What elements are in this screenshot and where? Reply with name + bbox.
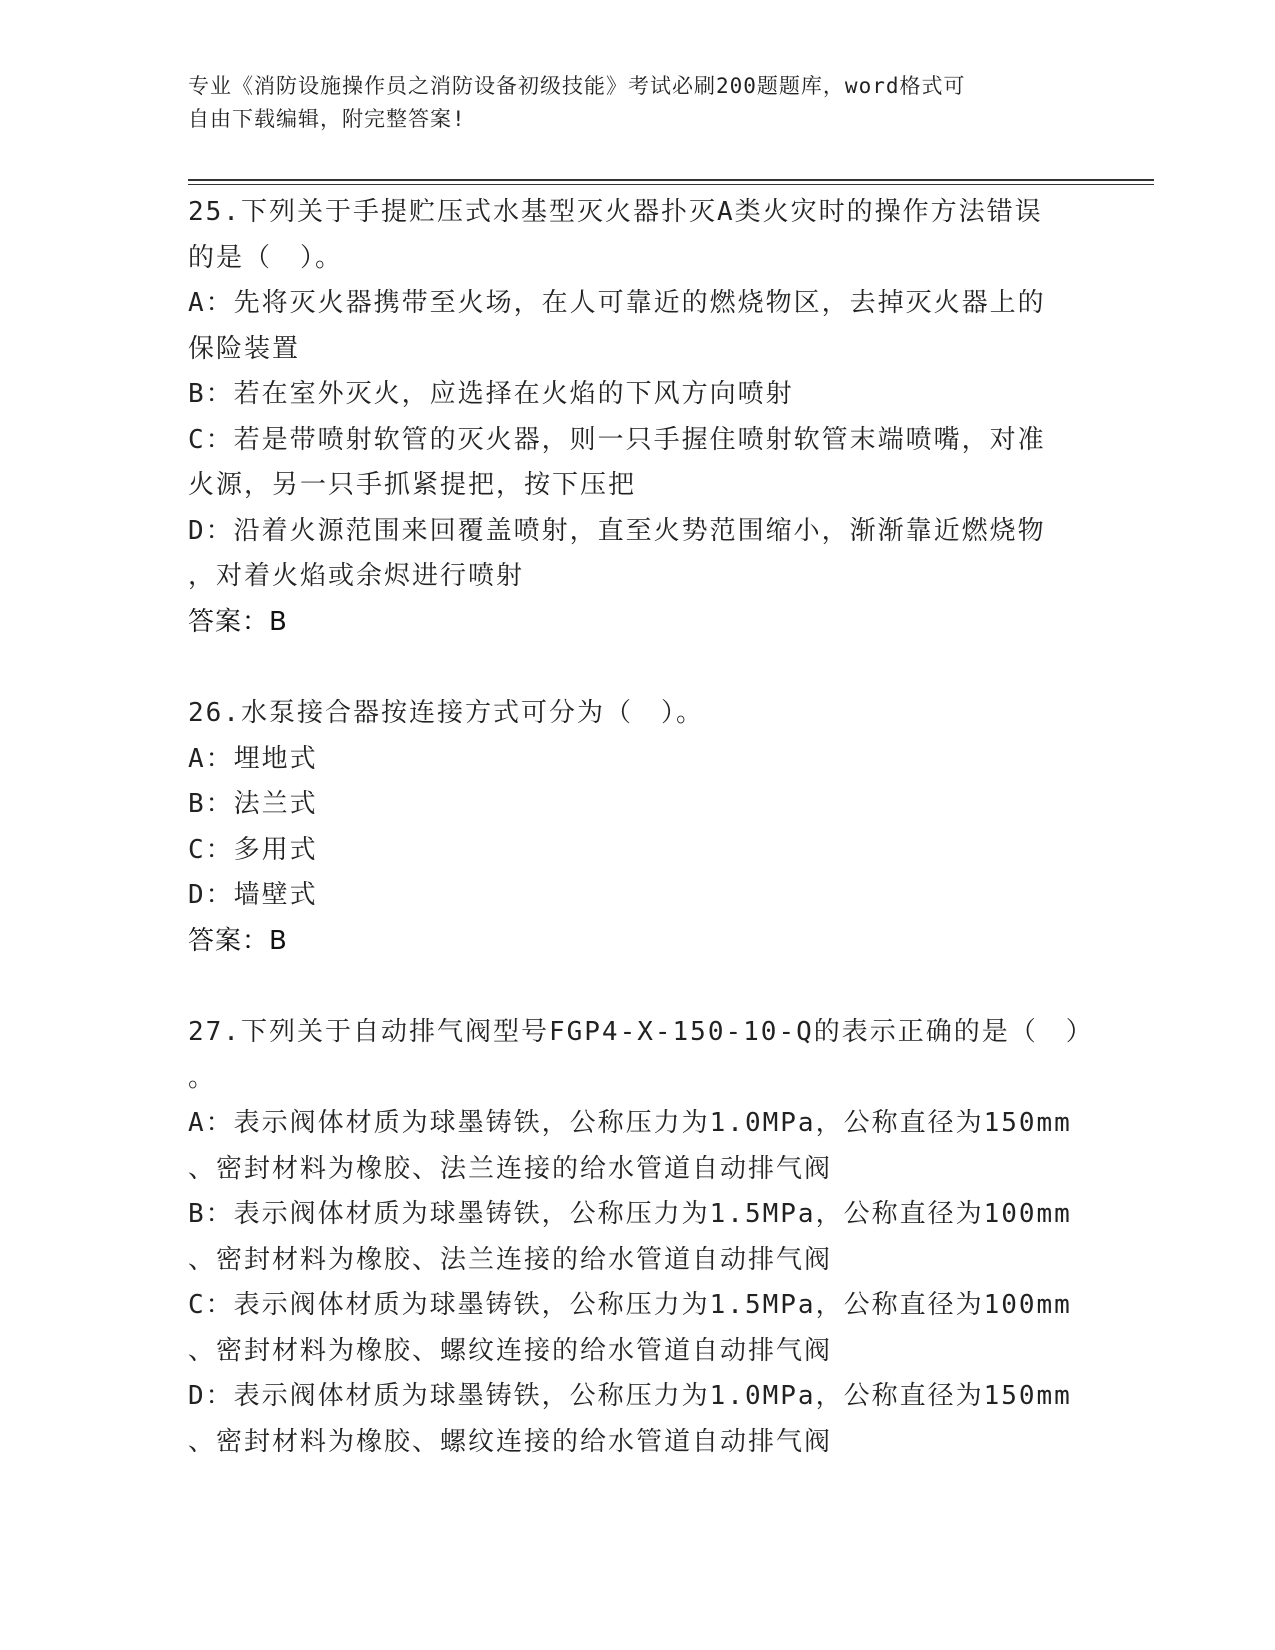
option-line: B：表示阀体材质为球墨铸铁，公称压力为1.5MPa，公称直径为100mm <box>188 1199 1072 1229</box>
option-line: A：表示阀体材质为球墨铸铁，公称压力为1.0MPa，公称直径为150mm <box>188 1108 1072 1138</box>
question-line: 的是（ ）。 <box>188 242 344 273</box>
answer-line: 答案：B <box>188 925 288 956</box>
header-line: 专业《消防设施操作员之消防设备初级技能》考试必刷200题题库，word格式可 <box>188 74 966 98</box>
header-divider-thin <box>188 184 1154 185</box>
option-line: B：法兰式 <box>188 789 318 819</box>
question-line: 27.下列关于自动排气阀型号FGP4-X-150-10-Q的表示正确的是（ ） <box>188 1017 1094 1047</box>
option-line: B：若在室外灭火，应选择在火焰的下风方向喷射 <box>188 379 794 409</box>
question-list <box>188 190 1094 1511</box>
option-line: 、密封材料为橡胶、螺纹连接的给水管道自动排气阀 <box>188 1335 833 1366</box>
option-line: A：埋地式 <box>188 743 318 774</box>
header-divider-thick <box>188 179 1154 181</box>
answer-line: 答案：B <box>188 606 288 637</box>
option-line: C：多用式 <box>188 834 318 865</box>
option-line: C：若是带喷射软管的灭火器，则一只手握住喷射软管末端喷嘴，对准 <box>188 424 1046 455</box>
question-block <box>188 1010 1094 1465</box>
option-line: 、密封材料为橡胶、法兰连接的给水管道自动排气阀 <box>188 1244 833 1275</box>
document-header <box>188 70 1068 136</box>
option-line: D：表示阀体材质为球墨铸铁，公称压力为1.0MPa，公称直径为150mm <box>188 1381 1072 1411</box>
option-line: 、密封材料为橡胶、法兰连接的给水管道自动排气阀 <box>188 1153 833 1184</box>
option-line: ，对着火焰或余烬进行喷射 <box>188 561 525 591</box>
question-block <box>188 691 1088 964</box>
option-line: 、密封材料为橡胶、螺纹连接的给水管道自动排气阀 <box>188 1426 833 1457</box>
question-line: 25.下列关于手提贮压式水基型灭火器扑灭A类火灾时的操作方法错误 <box>188 197 1043 227</box>
question-block <box>188 190 1088 645</box>
question-line: 。 <box>188 1062 217 1093</box>
option-line: C：表示阀体材质为球墨铸铁，公称压力为1.5MPa，公称直径为100mm <box>188 1290 1072 1320</box>
header-line: 自由下载编辑，附完整答案! <box>188 107 466 131</box>
option-line: D：沿着火源范围来回覆盖喷射，直至火势范围缩小，渐渐靠近燃烧物 <box>188 515 1046 546</box>
option-line: A：先将灭火器携带至火场，在人可靠近的燃烧物区，去掉灭火器上的 <box>188 288 1046 318</box>
option-line: 火源，另一只手抓紧提把，按下压把 <box>188 470 637 500</box>
question-line: 26.水泵接合器按连接方式可分为（ ）。 <box>188 698 704 728</box>
option-line: 保险装置 <box>188 333 301 364</box>
option-line: D：墙壁式 <box>188 880 318 910</box>
